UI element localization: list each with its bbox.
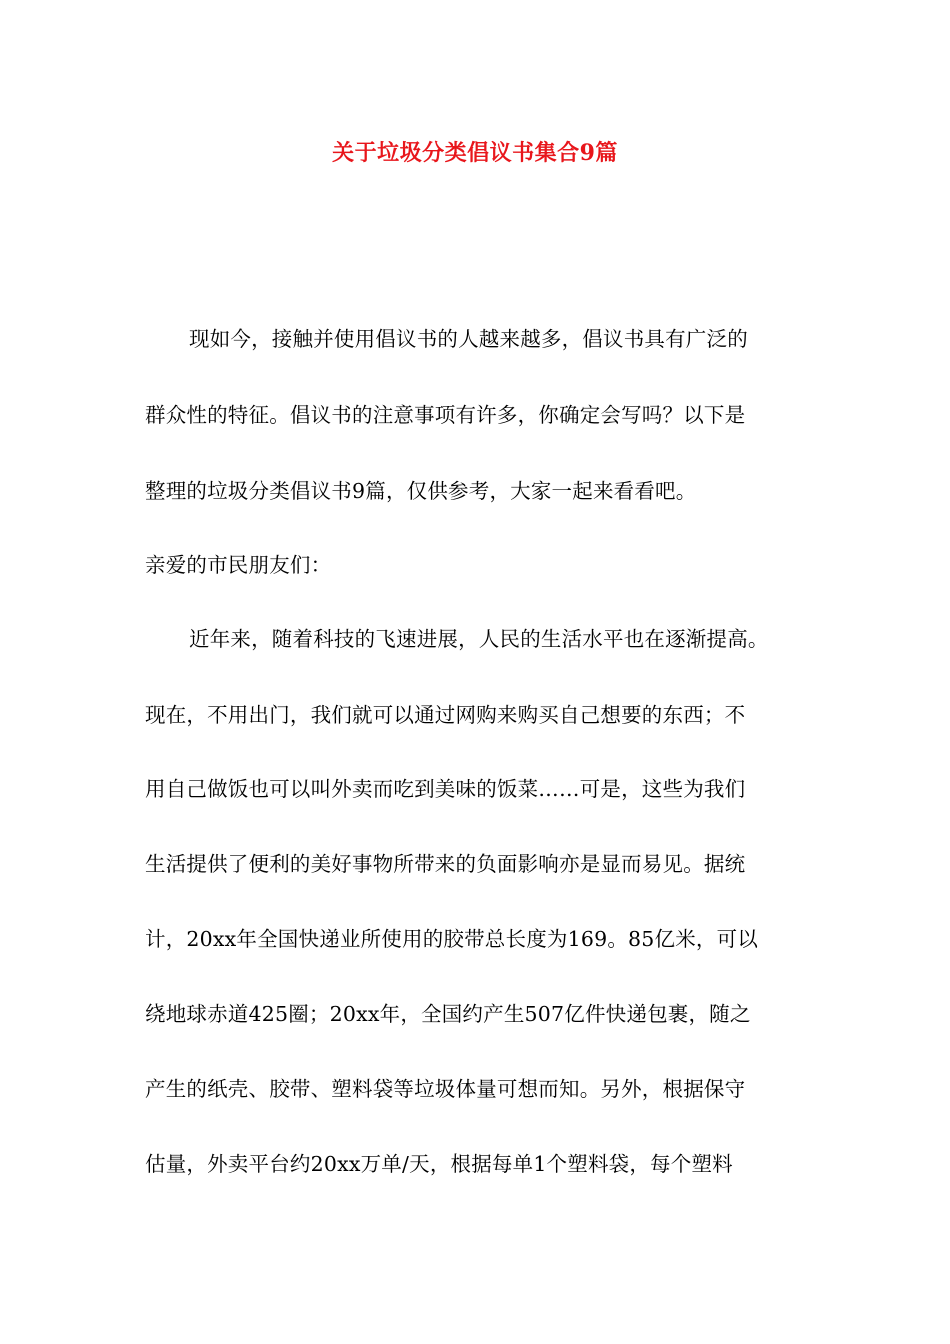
paragraph-line: 绕地球赤道425圈；20xx年，全国约产生507亿件快递包裹，随之 [145,1002,751,1026]
salutation-line: 亲爱的市民朋友们： [145,553,332,577]
paragraph-line: 计，20xx年全国快递业所使用的胶带总长度为169。85亿米，可以 [145,927,759,951]
paragraph-line: 近年来，随着科技的飞速进展，人民的生活水平也在逐渐提高。 [189,627,769,651]
paragraph-line: 整理的垃圾分类倡议书9篇，仅供参考，大家一起来看看吧。 [145,479,697,503]
paragraph-line: 产生的纸壳、胶带、塑料袋等垃圾体量可想而知。另外，根据保守 [145,1077,746,1101]
paragraph-line: 生活提供了便利的美好事物所带来的负面影响亦是显而易见。据统 [145,852,746,876]
paragraph-line: 用自己做饭也可以叫外卖而吃到美味的饭菜……可是，这些为我们 [145,777,746,801]
document-title: 关于垃圾分类倡议书集合9篇 [332,140,618,166]
paragraph-line: 现在，不用出门，我们就可以通过网购来购买自己想要的东西；不 [145,703,746,727]
paragraph-line: 估量，外卖平台约20xx万单/天，根据每单1个塑料袋，每个塑料 [145,1152,733,1176]
paragraph-line: 群众性的特征。倡议书的注意事项有许多，你确定会写吗？以下是 [145,403,746,427]
paragraph-line: 现如今，接触并使用倡议书的人越来越多，倡议书具有广泛的 [189,327,748,351]
